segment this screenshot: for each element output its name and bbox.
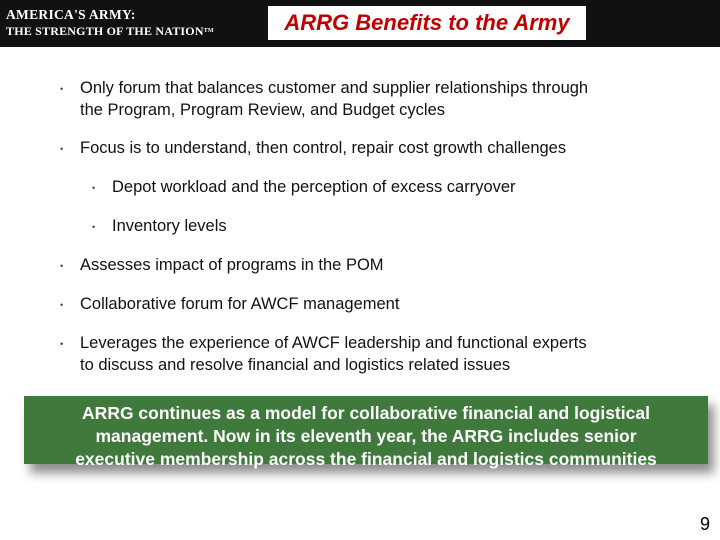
bullet-item: Assesses impact of programs in the POM	[80, 256, 384, 274]
header-bar	[0, 0, 720, 47]
army-brand-logo	[6, 7, 214, 39]
bullet-dot: •	[60, 339, 64, 349]
sub-bullet-item: Depot workload and the perception of excess carryover	[112, 178, 516, 196]
bullet-dot: •	[60, 144, 64, 154]
sub-bullet-item: Inventory levels	[112, 217, 227, 235]
bullet-text: Leverages the experience of AWCF leadership and functional experts	[80, 334, 587, 352]
sub-bullet-dot: •	[92, 222, 96, 232]
bullet-text: Only forum that balances customer and supplier relationships through	[80, 79, 589, 97]
bullet-text-cont: to discuss and resolve financial and logistics related issues	[80, 356, 511, 374]
bullet-item	[80, 77, 680, 121]
brand-line2	[6, 23, 214, 39]
bullet-dot: •	[60, 300, 64, 310]
brand-trademark: TM	[203, 28, 214, 34]
bullet-dot: •	[60, 84, 64, 94]
brand-line2-text: THE STRENGTH OF THE NATION	[6, 24, 204, 38]
bullet-item: Collaborative forum for AWCF management	[80, 295, 400, 313]
brand-line1: AMERICA'S ARMY:	[6, 7, 136, 22]
slide-title: ARRG Benefits to the Army	[268, 6, 586, 40]
page-number: 9	[699, 514, 710, 534]
sub-bullet-dot: •	[92, 183, 96, 193]
bullet-item: Focus is to understand, then control, repair cost growth challenges	[80, 139, 567, 157]
summary-callout-box	[24, 396, 708, 469]
bullet-dot: •	[60, 261, 64, 271]
bullet-item	[80, 332, 680, 376]
callout-line: executive membership across the financial and logistics communities	[75, 449, 657, 469]
callout-line: ARRG continues as a model for collaborative financial and logistical	[82, 403, 650, 423]
bullet-text-cont: the Program, Program Review, and Budget cycles	[80, 101, 446, 119]
callout-line: management. Now in its eleventh year, the ARRG includes senior	[95, 426, 637, 446]
